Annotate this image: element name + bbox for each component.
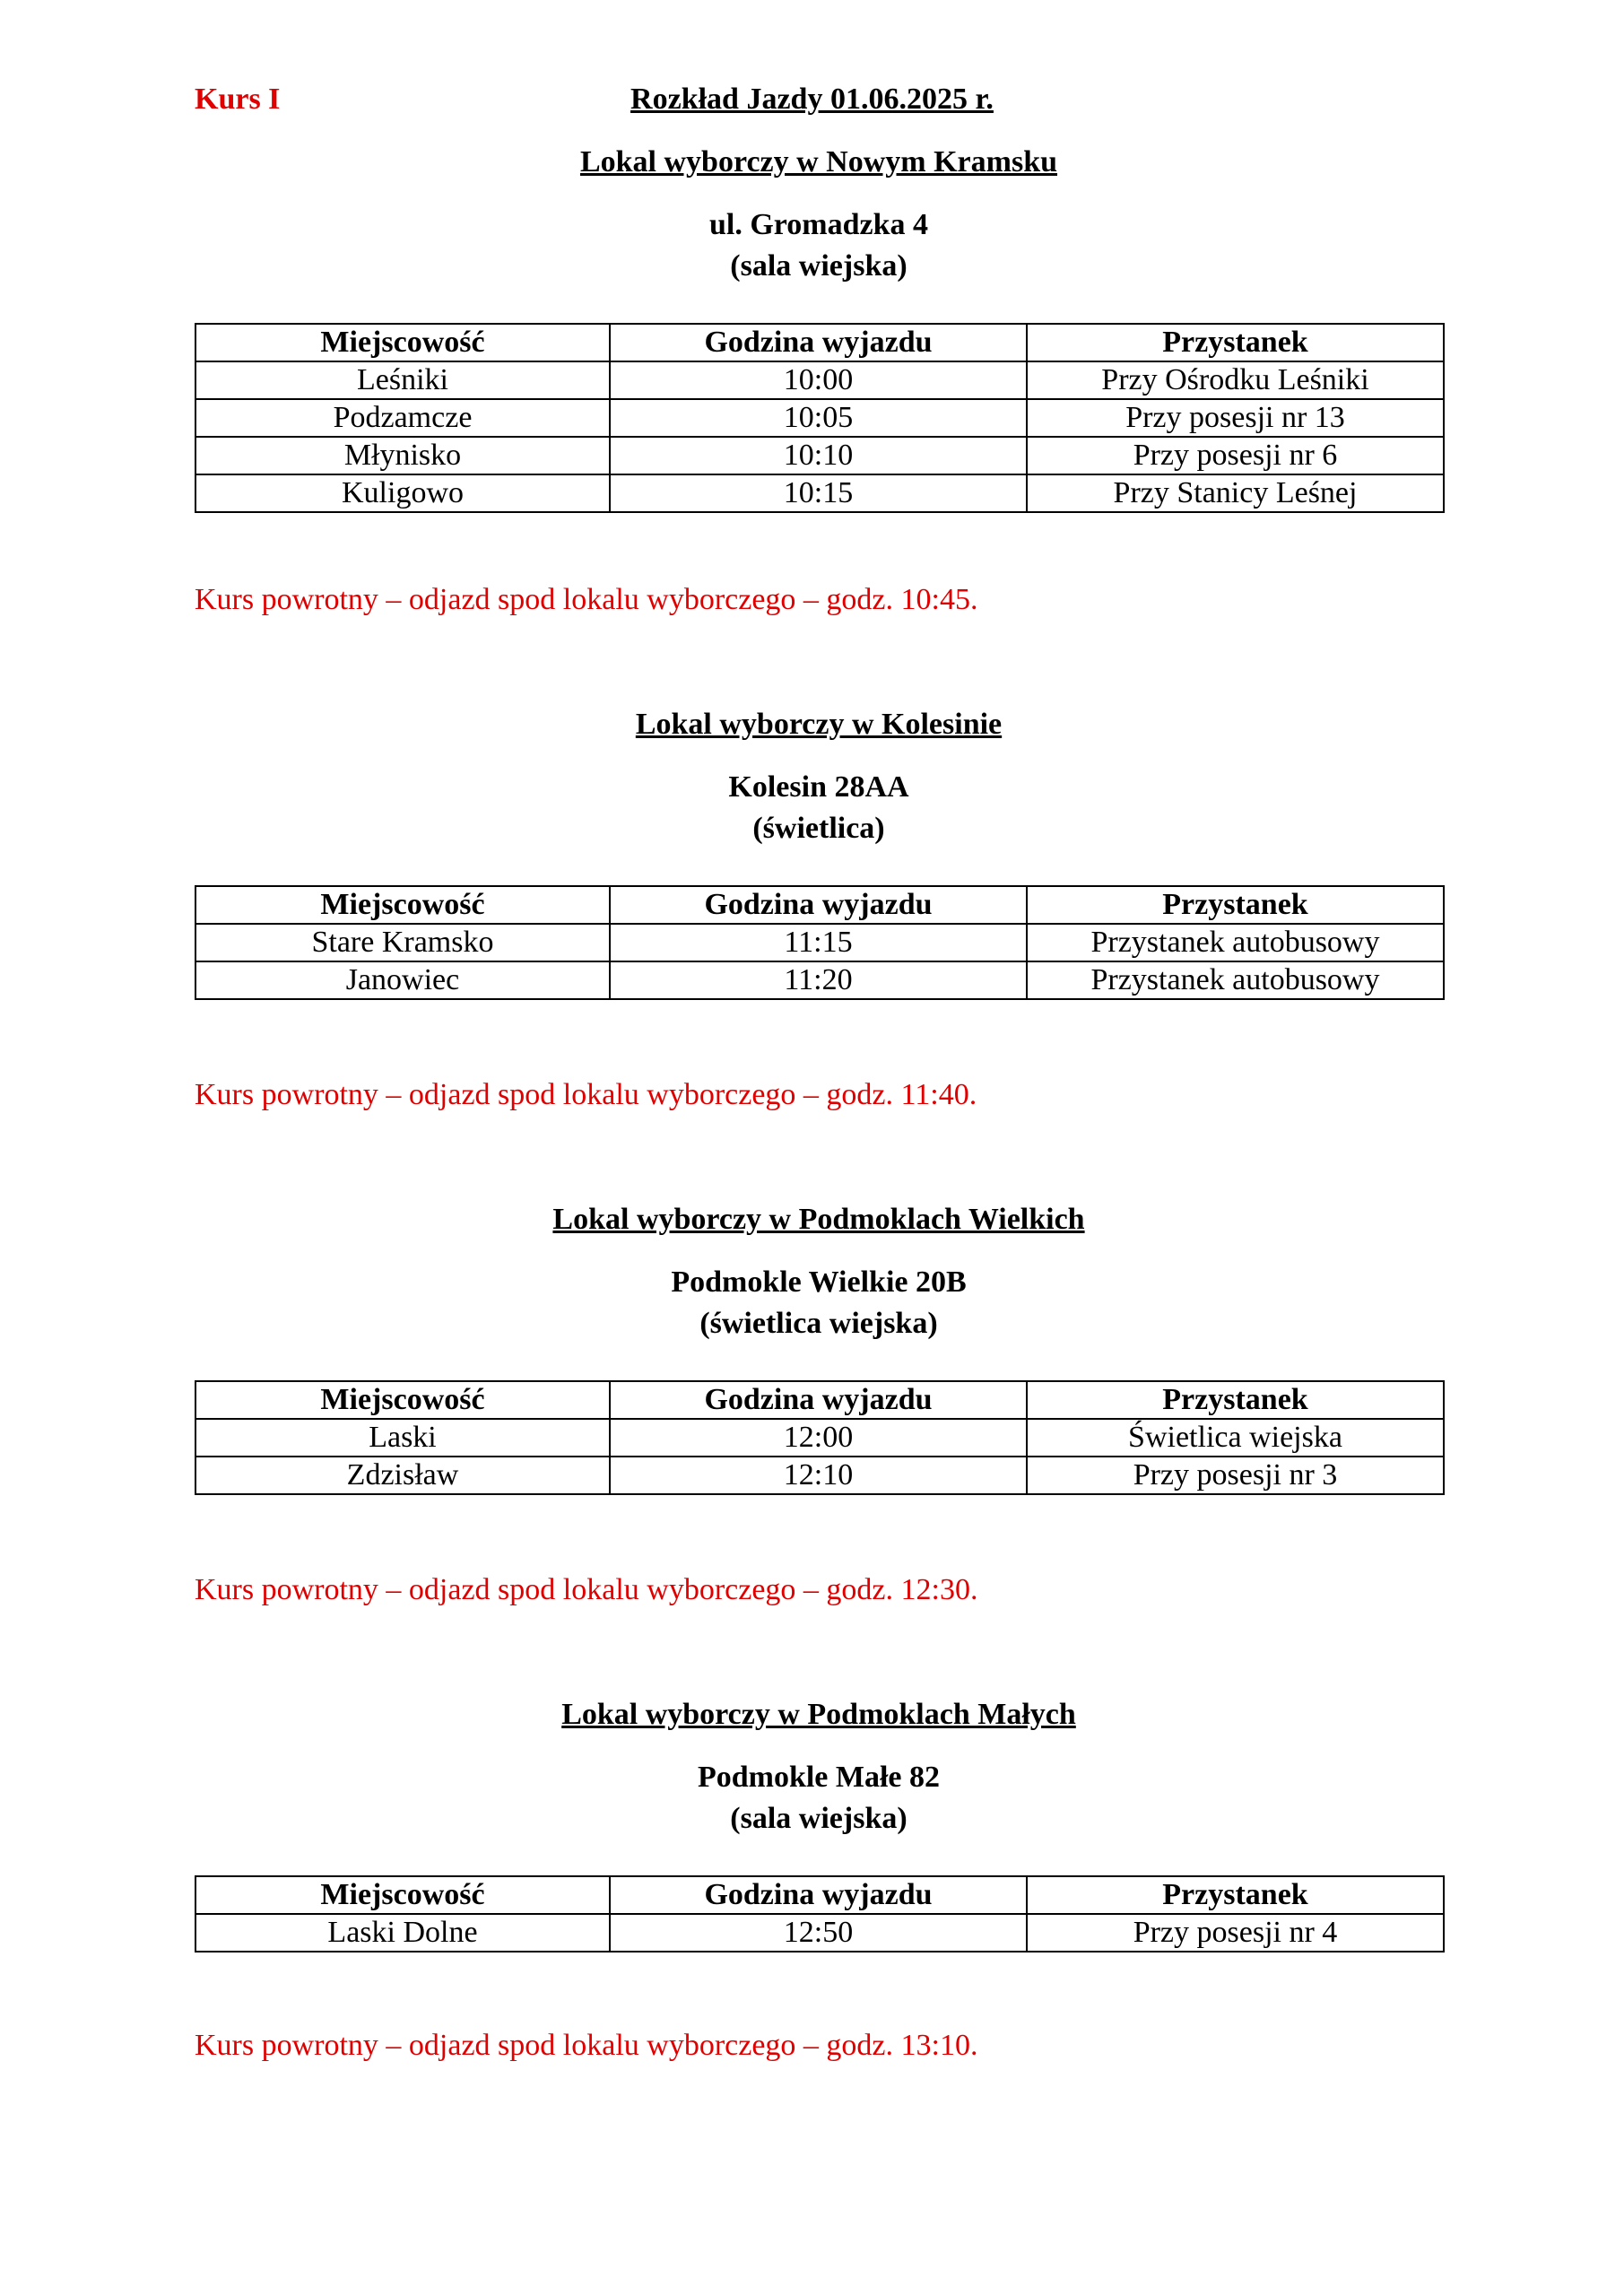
column-header: Miejscowość <box>195 886 610 924</box>
schedule-table <box>195 1875 1445 1952</box>
cell-departure-time: 12:50 <box>610 1914 1027 1952</box>
cell-locality: Laski Dolne <box>195 1914 610 1952</box>
cell-locality: Młynisko <box>195 437 610 474</box>
schedule-table <box>195 323 1445 513</box>
address-line: (sala wiejska) <box>730 249 908 283</box>
section-podmokle-wielkie <box>195 1199 1443 1495</box>
column-header: Przystanek <box>1027 324 1444 361</box>
column-header: Godzina wyjazdu <box>610 1381 1027 1419</box>
column-header: Godzina wyjazdu <box>610 1876 1027 1914</box>
cell-locality: Stare Kramsko <box>195 924 610 961</box>
section-nowe-kramsko <box>195 142 1443 513</box>
column-header: Przystanek <box>1027 1876 1444 1914</box>
table-row <box>195 437 1444 474</box>
table-row <box>195 1457 1444 1494</box>
cell-stop: Przystanek autobusowy <box>1027 924 1444 961</box>
cell-locality: Laski <box>195 1419 610 1457</box>
cell-stop: Przy posesji nr 13 <box>1027 399 1444 437</box>
section-title: Lokal wyborczy w Kolesinie <box>635 708 1003 741</box>
cell-locality: Zdzisław <box>195 1457 610 1494</box>
cell-stop: Świetlica wiejska <box>1027 1419 1444 1457</box>
column-header: Miejscowość <box>195 1876 610 1914</box>
table-row <box>195 1419 1444 1457</box>
table-header-row <box>195 886 1444 924</box>
address-line: (świetlica) <box>752 812 885 845</box>
table-row <box>195 1914 1444 1952</box>
table-row <box>195 399 1444 437</box>
return-note: Kurs powrotny – odjazd spod lokalu wyborczego – godz. 11:40. <box>195 1078 977 1111</box>
cell-stop: Przy Ośrodku Leśniki <box>1027 361 1444 399</box>
return-note: Kurs powrotny – odjazd spod lokalu wyborczego – godz. 10:45. <box>195 583 978 616</box>
section-kolesin <box>195 704 1443 1000</box>
address-line: Kolesin 28AA <box>728 770 909 804</box>
address-line: Podmokle Małe 82 <box>697 1761 941 1794</box>
section-title: Lokal wyborczy w Podmoklach Małych <box>561 1698 1076 1731</box>
return-note: Kurs powrotny – odjazd spod lokalu wyborczego – godz. 13:10. <box>195 2029 978 2062</box>
cell-departure-time: 12:00 <box>610 1419 1027 1457</box>
section-title: Lokal wyborczy w Nowym Kramsku <box>579 145 1058 178</box>
cell-stop: Przy posesji nr 6 <box>1027 437 1444 474</box>
column-header: Przystanek <box>1027 886 1444 924</box>
cell-locality: Leśniki <box>195 361 610 399</box>
cell-departure-time: 12:10 <box>610 1457 1027 1494</box>
document-title: Rozkład Jazdy 01.06.2025 r. <box>630 83 994 116</box>
cell-departure-time: 10:10 <box>610 437 1027 474</box>
table-row <box>195 474 1444 512</box>
section-podmokle-male <box>195 1694 1443 1952</box>
cell-departure-time: 10:05 <box>610 399 1027 437</box>
cell-locality: Kuligowo <box>195 474 610 512</box>
table-row <box>195 961 1444 999</box>
cell-departure-time: 10:00 <box>610 361 1027 399</box>
cell-stop: Przy posesji nr 4 <box>1027 1914 1444 1952</box>
table-header-row <box>195 1381 1444 1419</box>
address-line: ul. Gromadzka 4 <box>708 208 928 241</box>
column-header: Godzina wyjazdu <box>610 324 1027 361</box>
section-title: Lokal wyborczy w Podmoklach Wielkich <box>552 1203 1085 1236</box>
return-note: Kurs powrotny – odjazd spod lokalu wyborczego – godz. 12:30. <box>195 1573 978 1606</box>
cell-stop: Przy Stanicy Leśnej <box>1027 474 1444 512</box>
schedule-table <box>195 1380 1445 1495</box>
table-header-row <box>195 1876 1444 1914</box>
cell-stop: Przystanek autobusowy <box>1027 961 1444 999</box>
cell-locality: Podzamcze <box>195 399 610 437</box>
column-header: Miejscowość <box>195 324 610 361</box>
cell-departure-time: 11:20 <box>610 961 1027 999</box>
column-header: Godzina wyjazdu <box>610 886 1027 924</box>
table-row <box>195 924 1444 961</box>
cell-departure-time: 11:15 <box>610 924 1027 961</box>
cell-departure-time: 10:15 <box>610 474 1027 512</box>
column-header: Przystanek <box>1027 1381 1444 1419</box>
table-row <box>195 361 1444 399</box>
address-line: (świetlica wiejska) <box>699 1307 938 1340</box>
cell-locality: Janowiec <box>195 961 610 999</box>
table-header-row <box>195 324 1444 361</box>
address-line: (sala wiejska) <box>730 1802 908 1835</box>
schedule-table <box>195 885 1445 1000</box>
course-label: Kurs I <box>195 83 281 116</box>
cell-stop: Przy posesji nr 3 <box>1027 1457 1444 1494</box>
column-header: Miejscowość <box>195 1381 610 1419</box>
address-line: Podmokle Wielkie 20B <box>671 1265 967 1299</box>
